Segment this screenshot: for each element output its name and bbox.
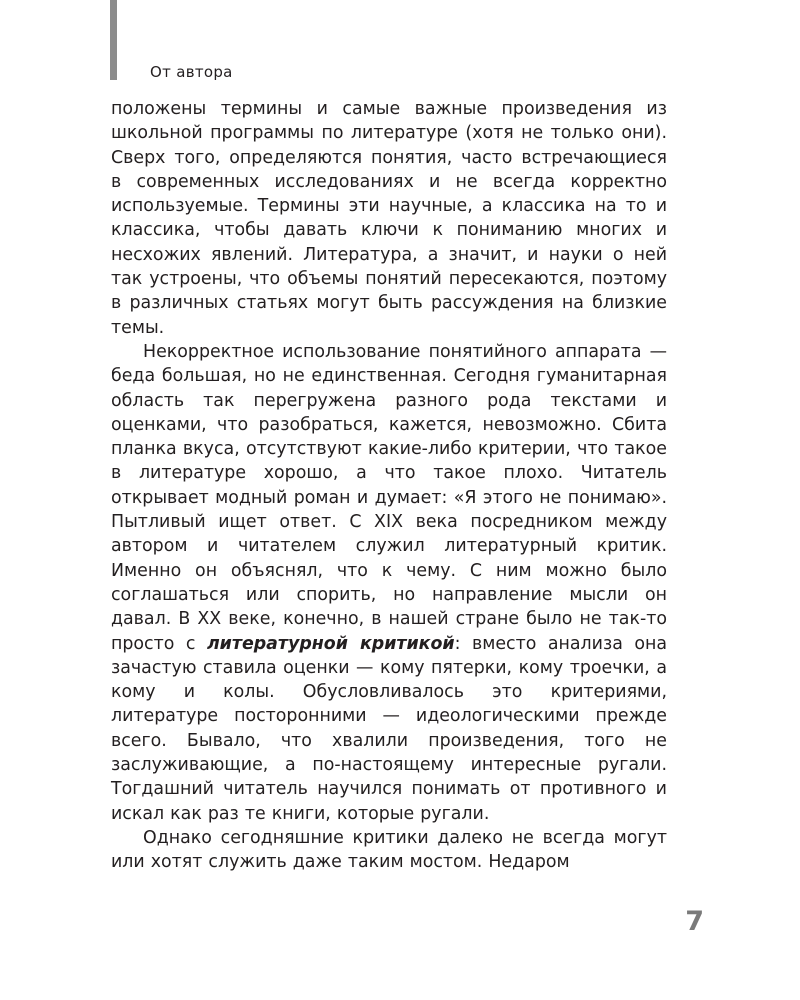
paragraph-2	[111, 340, 667, 826]
term-literary-criticism: литературной критикой	[206, 633, 455, 654]
paragraph-1: положены термины и самые важные произведения из школьной программы по литературе (хотя не только они). Сверх того, определяются понятия, часто встречающиеся в современных исследованиях и не всегда корректно используемые. Термины эти научные, а классика на то и классика, чтобы давать ключи к пониманию многих и несхожих явлений. Литература, а значит, и науки о ней так устроены, что объемы понятий пересекаются, поэтому в различных статьях могут быть рассуждения на близкие темы.	[111, 99, 667, 338]
paragraph-3: Однако сегодняшние критики далеко не всегда могут или хотят служить даже таким мостом. Недаром	[111, 827, 667, 873]
paragraph-2-text-end: : вместо анализа она зачастую ставила оценки — кому пятерки, кому троечки, а кому и колы. Обусловливалось это критериями, литературе посторонними — идеологическими прежде всего. Бывало, что хвалили произведения, того не заслуживающие, а по-настоящему интересные ругали. Тогдашний читатель научился понимать от противного и искал как раз те книги, которые ругали.	[111, 633, 668, 824]
page-number: 7	[685, 906, 704, 937]
running-head: От автора	[150, 63, 233, 81]
chapter-marker-bar	[110, 0, 117, 80]
paragraph-2-text-start: Некорректное использование понятийного аппарата — беда большая, но не единственная. Сегодня гуманитарная область так перегружена разного рода текстами и оценками, что разобраться, кажется, невозможно. Сбита планка вкуса, отсутствуют какие-либо критерии, что такое в литературе хорошо, а что такое плохо. Читатель открывает модный роман и думает: «Я этого не понимаю». Пытливый ищет ответ. С XIX века посредником между автором и читателем служил литературный критик. Именно он объяснял, что к чему. С ним можно было соглашаться или спорить, но направление мысли он давал. В XX веке, конечно, в нашей стране было не так-то просто с	[111, 341, 667, 654]
main-text	[111, 97, 667, 875]
